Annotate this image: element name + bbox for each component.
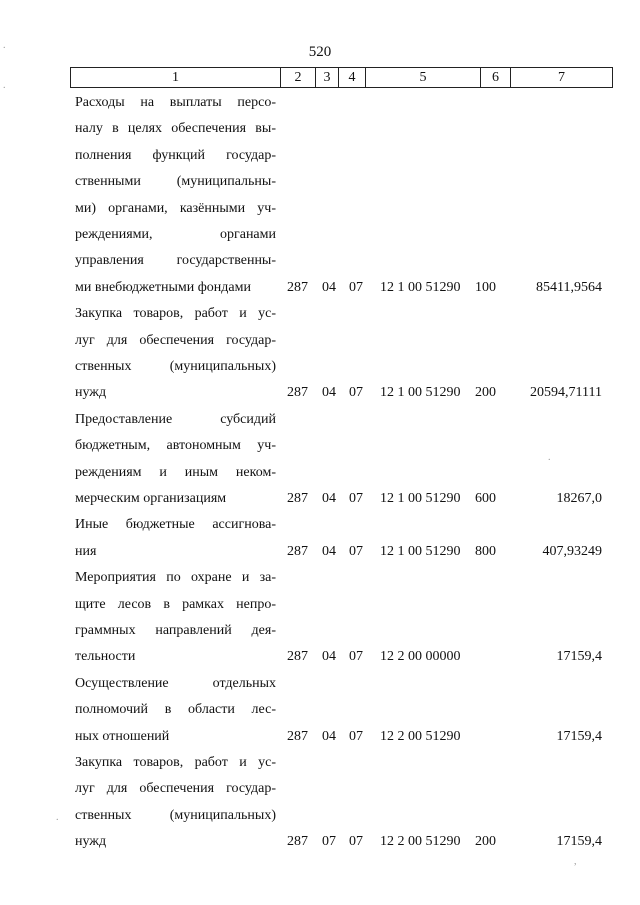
- row-cell-c4: 07: [349, 728, 363, 744]
- row-cell-c3: 04: [322, 728, 336, 744]
- scan-mark: .: [3, 40, 6, 51]
- description-line: луг для обеспечения государ-: [75, 781, 276, 797]
- row-cell-c7: 17159,4: [556, 649, 602, 665]
- row-cell-c7: 20594,71111: [530, 385, 602, 401]
- description-line: щите лесов в рамках непро-: [75, 596, 276, 612]
- description-line: налу в целях обеспечения вы-: [75, 121, 276, 137]
- row-cell-c2: 287: [287, 385, 308, 401]
- description-line: Закупка товаров, работ и ус-: [75, 755, 276, 770]
- row-cell-c4: 07: [349, 385, 363, 401]
- row-cell-c5: 12 2 00 51290: [380, 728, 461, 744]
- description-line: полнения функций государ-: [75, 147, 276, 163]
- description-line: Расходы на выплаты персо-: [75, 95, 276, 110]
- row-description: [75, 671, 276, 750]
- row-description: [75, 565, 276, 671]
- row-cell-c5: 12 2 00 00000: [380, 649, 461, 665]
- row-cell-c6: 800: [475, 543, 496, 559]
- row-cell-c7: 85411,9564: [536, 279, 602, 295]
- scan-mark: .: [56, 812, 59, 823]
- row-cell-c2: 287: [287, 834, 308, 850]
- row-cell-c3: 07: [322, 834, 336, 850]
- header-col-4: 4: [339, 68, 366, 88]
- description-line: Мероприятия по охране и за-: [75, 570, 276, 586]
- row-cell-c6: 600: [475, 490, 496, 506]
- row-cell-c7: 18267,0: [556, 490, 602, 506]
- row-description: [75, 512, 276, 565]
- header-col-1: 1: [71, 68, 281, 88]
- row-cell-c4: 07: [349, 649, 363, 665]
- header-col-3: 3: [316, 68, 339, 88]
- row-cell-c4: 07: [349, 490, 363, 506]
- header-col-2: 2: [281, 68, 316, 88]
- row-cell-c3: 04: [322, 385, 336, 401]
- table-header: [70, 67, 613, 88]
- description-line: бюджетным, автономным уч-: [75, 438, 276, 454]
- row-cell-c2: 287: [287, 728, 308, 744]
- row-cell-c2: 287: [287, 279, 308, 295]
- description-line: ния: [75, 543, 97, 559]
- description-line: нужд: [75, 385, 107, 401]
- row-cell-c2: 287: [287, 490, 308, 506]
- scan-mark: .: [548, 452, 551, 463]
- page-number: 520: [308, 44, 332, 60]
- row-cell-c5: 12 1 00 51290: [380, 543, 461, 559]
- description-line: управления государственны-: [75, 253, 276, 269]
- row-cell-c4: 07: [349, 279, 363, 295]
- row-cell-c4: 07: [349, 543, 363, 559]
- row-cell-c3: 04: [322, 490, 336, 506]
- row-cell-c3: 04: [322, 279, 336, 295]
- row-cell-c7: 17159,4: [556, 834, 602, 850]
- header-col-7: 7: [511, 68, 613, 88]
- row-cell-c7: 17159,4: [556, 728, 602, 744]
- description-line: ми внебюджетными фондами: [75, 279, 251, 295]
- description-line: ми) органами, казёнными уч-: [75, 200, 276, 216]
- description-line: мерческим организациям: [75, 491, 227, 507]
- row-cell-c2: 287: [287, 649, 308, 665]
- row-cell-c3: 04: [322, 649, 336, 665]
- description-line: реждениям и иным неком-: [75, 464, 276, 480]
- description-line: луг для обеспечения государ-: [75, 332, 276, 348]
- description-line: ственных (муниципальных): [75, 359, 276, 374]
- row-cell-c5: 12 1 00 51290: [380, 385, 461, 401]
- description-line: ных отношений: [75, 728, 170, 744]
- description-line: Иные бюджетные ассигнова-: [75, 517, 276, 533]
- row-cell-c3: 04: [322, 543, 336, 559]
- row-description: [75, 90, 276, 301]
- description-line: нужд: [75, 834, 107, 850]
- scan-mark: .: [3, 80, 6, 91]
- description-line: Предоставление субсидий: [75, 411, 276, 427]
- row-cell-c5: 12 1 00 51290: [380, 490, 461, 506]
- header-col-6: 6: [481, 68, 511, 88]
- description-line: ственных (муниципальных): [75, 807, 276, 823]
- description-line: граммных направлений дея-: [75, 623, 276, 638]
- description-line: тельности: [75, 649, 136, 665]
- row-cell-c4: 07: [349, 834, 363, 850]
- row-cell-c6: 100: [475, 279, 496, 295]
- row-cell-c2: 287: [287, 543, 308, 559]
- row-cell-c6: 200: [475, 385, 496, 401]
- row-cell-c5: 12 1 00 51290: [380, 279, 461, 295]
- description-line: Закупка товаров, работ и ус-: [75, 306, 276, 322]
- row-cell-c6: 200: [475, 834, 496, 850]
- scan-mark: ,: [574, 856, 577, 867]
- header-col-5: 5: [366, 68, 481, 88]
- row-description: [75, 750, 276, 856]
- description-line: полномочий в области лес-: [75, 702, 276, 718]
- description-line: реждениями, органами: [75, 227, 276, 243]
- row-cell-c5: 12 2 00 51290: [380, 834, 461, 850]
- description-line: Осуществление отдельных: [75, 675, 276, 691]
- row-description: [75, 301, 276, 407]
- row-cell-c7: 407,93249: [542, 543, 602, 559]
- description-line: ственными (муниципальны-: [75, 174, 276, 190]
- row-description: [75, 407, 276, 513]
